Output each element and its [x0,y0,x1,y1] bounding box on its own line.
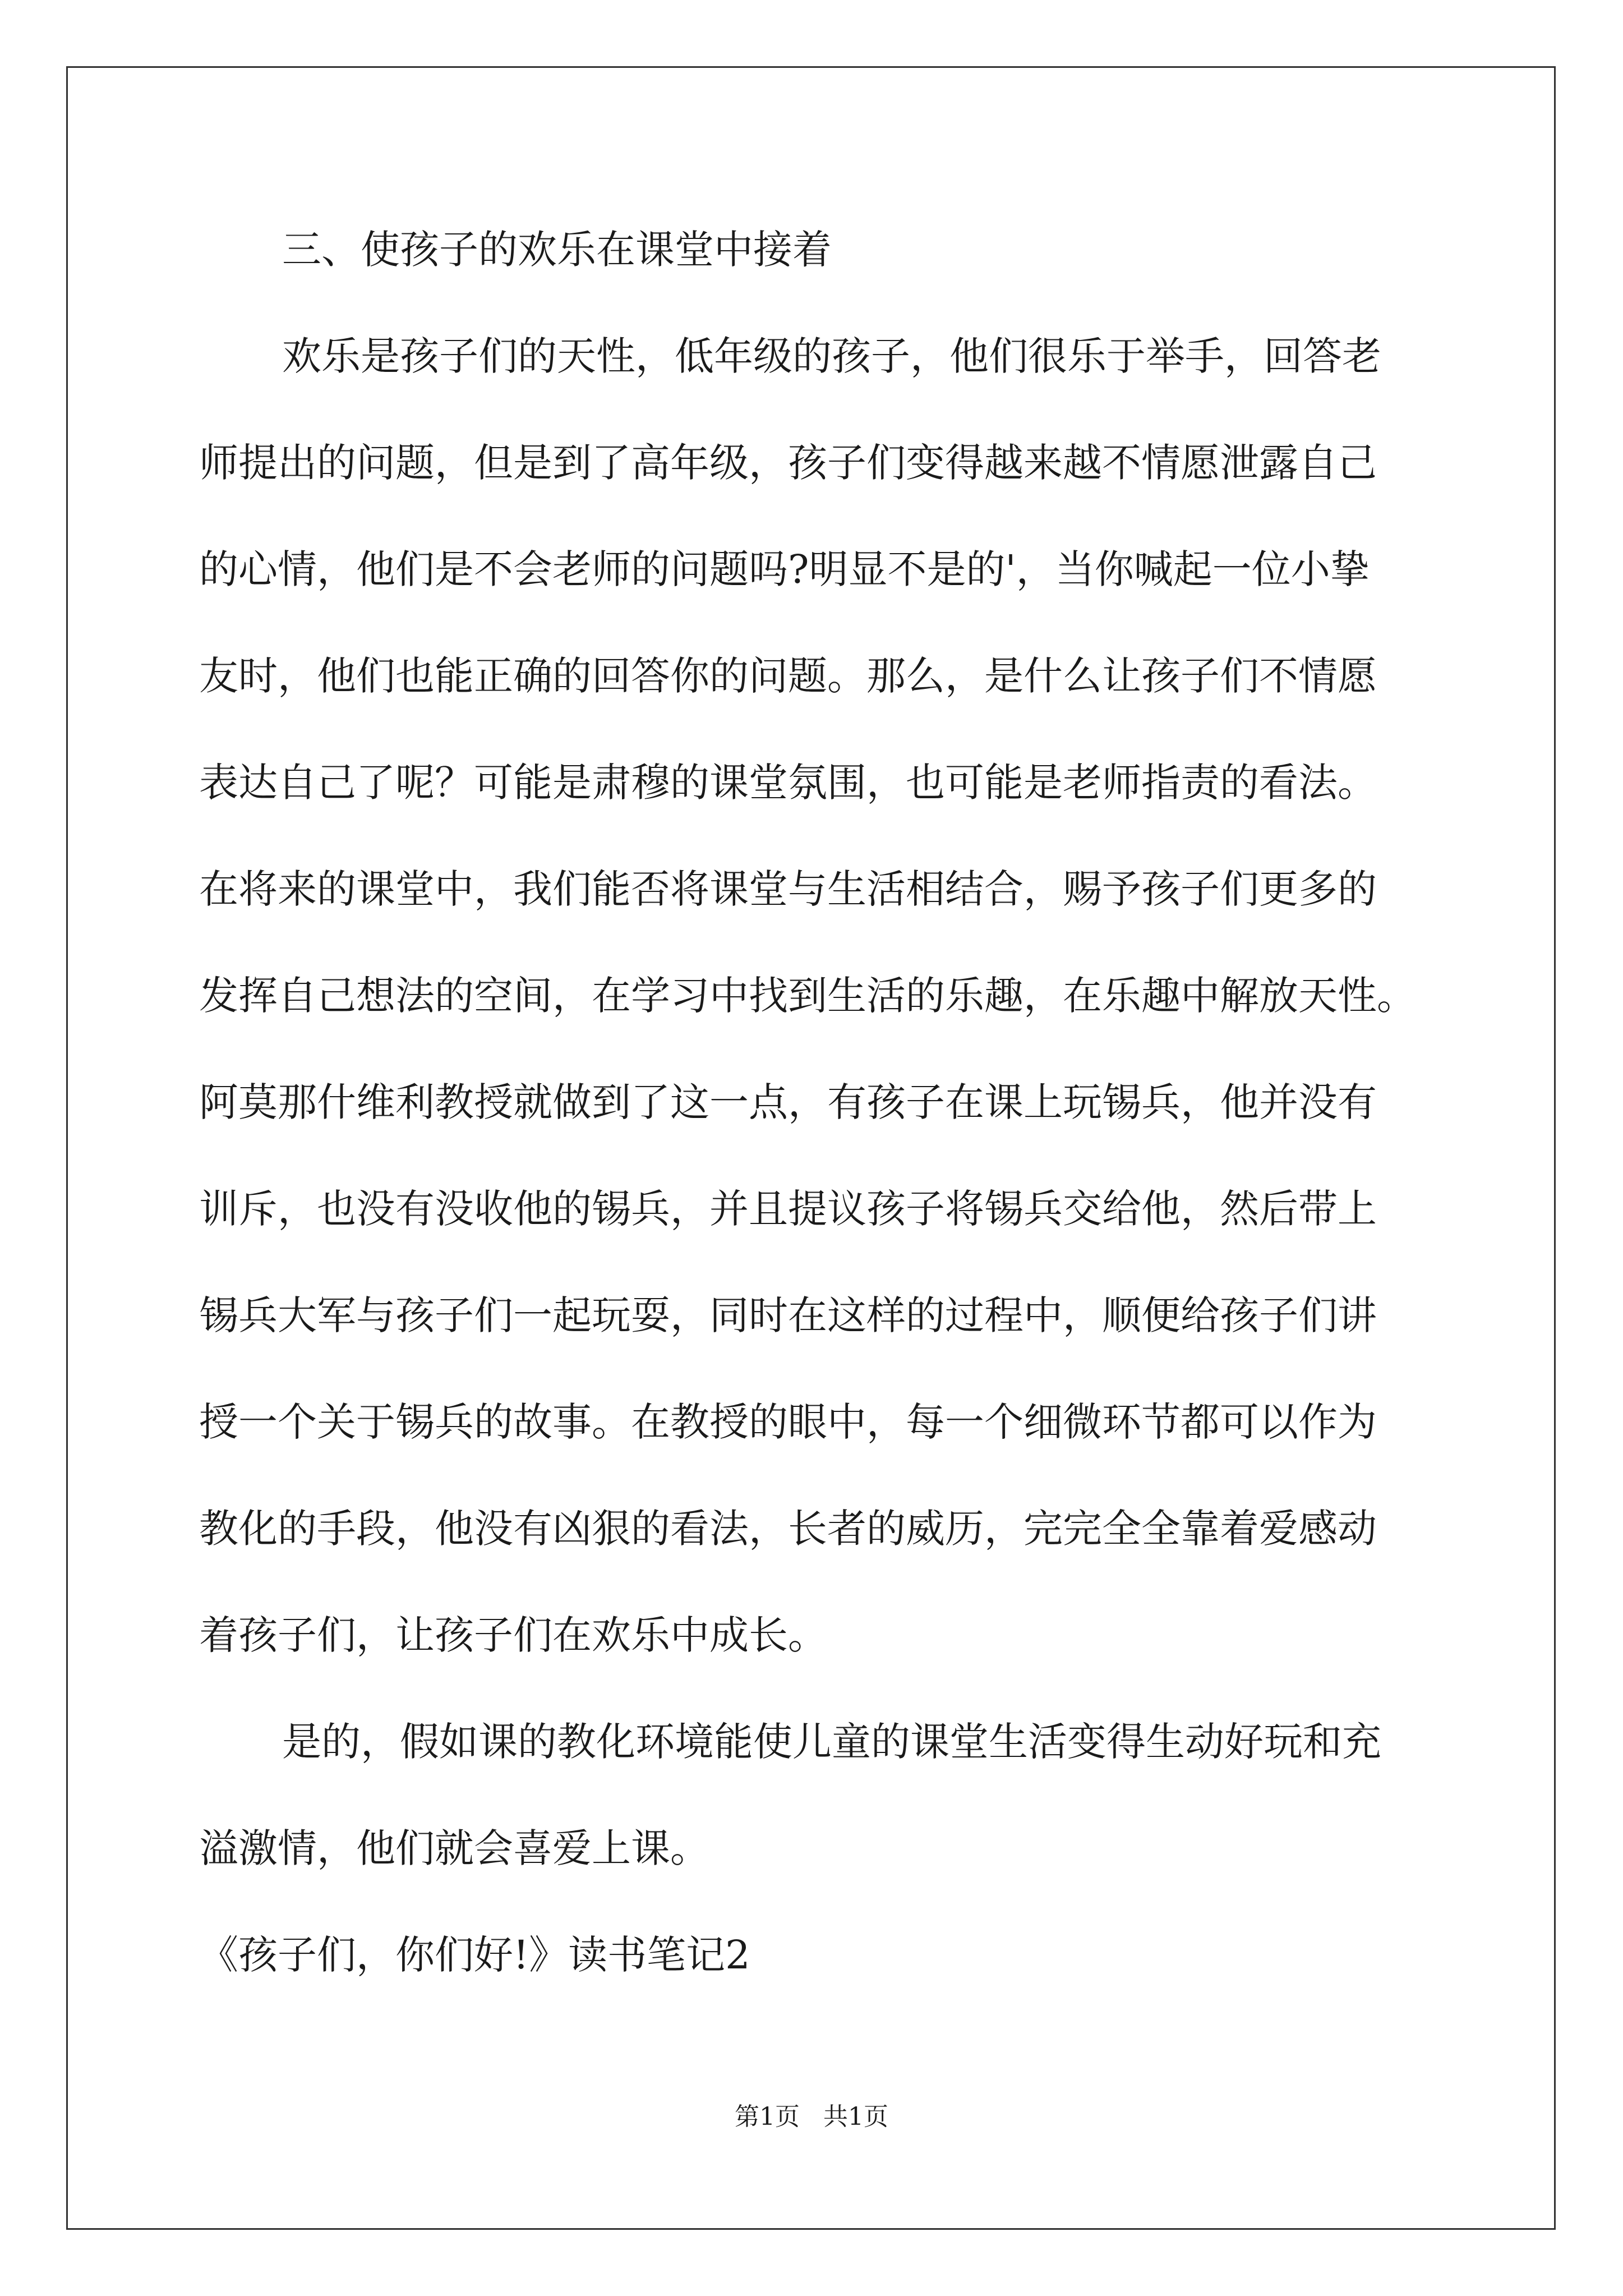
paragraph-1-line-13: 着孩子们，让孩子们在欢乐中成长。 [199,1612,827,1658]
paragraph-1-line-3: 的心情，他们是不会老师的问题吗?明显不是的'，当你喊起一位小挚 [199,546,1370,592]
paragraph-1-line-1: 欢乐是孩子们的天性，低年级的孩子，他们很乐于举手，回答老 [282,333,1381,379]
section-heading: 三、使孩子的欢乐在课堂中接着 [282,227,832,273]
paragraph-1-line-7: 发挥自己想法的空间，在学习中找到生活的乐趣，在乐趣中解放天性。 [199,973,1416,1019]
paragraph-1-line-5: 表达自己了呢？可能是肃穆的课堂氛围，也可能是老师指责的看法。 [199,760,1377,806]
page-footer: 第1页 共1页 [735,2102,888,2131]
next-article-title: 《孩子们，你们好!》读书笔记2 [199,1932,750,1978]
paragraph-1-line-2: 师提出的问题，但是到了高年级，孩子们变得越来越不情愿泄露自己 [199,440,1377,486]
paragraph-1-line-6: 在将来的课堂中，我们能否将课堂与生活相结合，赐予孩子们更多的 [199,866,1377,912]
paragraph-2-line-1: 是的，假如课的教化环境能使儿童的课堂生活变得生动好玩和充 [282,1719,1381,1765]
paragraph-1-line-12: 教化的手段，他没有凶狠的看法，长者的威历，完完全全靠着爱感动 [199,1506,1377,1552]
paragraph-1-line-11: 授一个关于锡兵的故事。在教授的眼中，每一个细微环节都可以作为 [199,1399,1377,1445]
paragraph-1-line-10: 锡兵大军与孩子们一起玩耍，同时在这样的过程中，顺便给孩子们讲 [199,1292,1377,1338]
page-frame [66,66,1556,2230]
paragraph-1-line-4: 友时，他们也能正确的回答你的问题。那么，是什么让孩子们不情愿 [199,653,1377,699]
paragraph-2-line-2: 溢激情，他们就会喜爱上课。 [199,1825,709,1871]
paragraph-1-line-8: 阿莫那什维利教授就做到了这一点，有孩子在课上玩锡兵，他并没有 [199,1079,1377,1125]
paragraph-1-line-9: 训斥，也没有没收他的锡兵，并且提议孩子将锡兵交给他，然后带上 [199,1186,1377,1232]
